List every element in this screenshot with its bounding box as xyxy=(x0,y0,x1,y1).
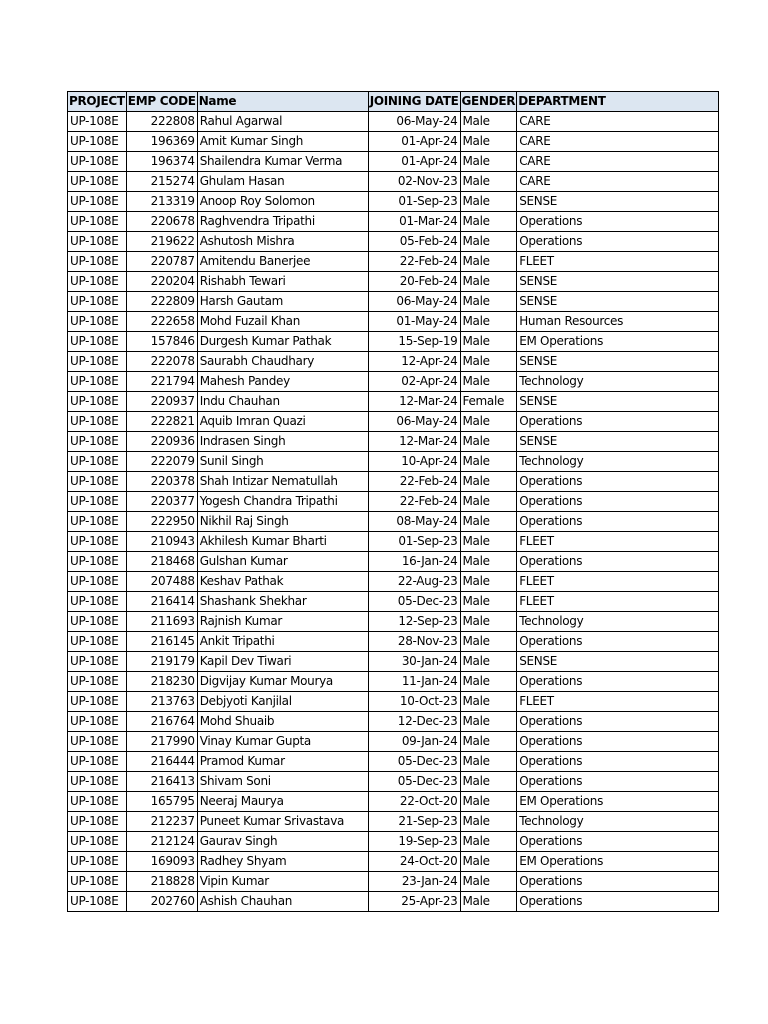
department-cell[interactable]: Technology xyxy=(517,812,719,832)
gender-cell[interactable]: Male xyxy=(460,192,517,212)
joining-date-cell[interactable]: 01-Sep-23 xyxy=(368,192,460,212)
project-cell[interactable]: UP-108E xyxy=(68,432,127,452)
project-cell[interactable]: UP-108E xyxy=(68,832,127,852)
gender-cell[interactable]: Male xyxy=(460,652,517,672)
table-row xyxy=(68,252,719,272)
header-row xyxy=(68,92,719,112)
project-cell[interactable]: UP-108E xyxy=(68,172,127,192)
gender-cell[interactable]: Male xyxy=(460,232,517,252)
name-cell[interactable]: Shah Intizar Nematullah xyxy=(197,472,368,492)
project-cell[interactable]: UP-108E xyxy=(68,772,127,792)
name-cell[interactable]: Keshav Pathak xyxy=(197,572,368,592)
project-cell[interactable]: UP-108E xyxy=(68,752,127,772)
joining-date-cell[interactable]: 05-Dec-23 xyxy=(368,592,460,612)
emp-code-cell[interactable]: 220936 xyxy=(126,432,197,452)
table-row xyxy=(68,632,719,652)
joining-date-cell[interactable]: 30-Jan-24 xyxy=(368,652,460,672)
emp-code-cell[interactable]: 157846 xyxy=(126,332,197,352)
joining-date-cell[interactable]: 02-Nov-23 xyxy=(368,172,460,192)
emp-code-cell[interactable]: 220678 xyxy=(126,212,197,232)
department-cell[interactable]: Operations xyxy=(517,492,719,512)
joining-date-cell[interactable]: 05-Feb-24 xyxy=(368,232,460,252)
emp-code-cell[interactable]: 216145 xyxy=(126,632,197,652)
table-row xyxy=(68,332,719,352)
name-cell[interactable]: Durgesh Kumar Pathak xyxy=(197,332,368,352)
gender-cell[interactable]: Male xyxy=(460,452,517,472)
department-cell[interactable]: FLEET xyxy=(517,692,719,712)
department-cell[interactable]: Operations xyxy=(517,712,719,732)
header-gender[interactable]: GENDER xyxy=(460,92,517,112)
emp-code-cell[interactable]: 218230 xyxy=(126,672,197,692)
gender-cell[interactable]: Male xyxy=(460,372,517,392)
table-row xyxy=(68,152,719,172)
table-row xyxy=(68,772,719,792)
project-cell[interactable]: UP-108E xyxy=(68,512,127,532)
joining-date-cell[interactable]: 12-Dec-23 xyxy=(368,712,460,732)
table-row xyxy=(68,812,719,832)
joining-date-cell[interactable]: 12-Mar-24 xyxy=(368,432,460,452)
gender-cell[interactable]: Male xyxy=(460,752,517,772)
project-cell[interactable]: UP-108E xyxy=(68,672,127,692)
gender-cell[interactable]: Male xyxy=(460,532,517,552)
joining-date-cell[interactable]: 10-Oct-23 xyxy=(368,692,460,712)
name-cell[interactable]: Radhey Shyam xyxy=(197,852,368,872)
header-joining-date[interactable]: JOINING DATE xyxy=(368,92,460,112)
name-cell[interactable]: Ashutosh Mishra xyxy=(197,232,368,252)
project-cell[interactable]: UP-108E xyxy=(68,352,127,372)
gender-cell[interactable]: Male xyxy=(460,772,517,792)
joining-date-cell[interactable]: 05-Dec-23 xyxy=(368,772,460,792)
joining-date-cell[interactable]: 20-Feb-24 xyxy=(368,272,460,292)
joining-date-cell[interactable]: 22-Oct-20 xyxy=(368,792,460,812)
emp-code-cell[interactable]: 218828 xyxy=(126,872,197,892)
employee-table xyxy=(67,91,719,912)
gender-cell[interactable]: Male xyxy=(460,472,517,492)
department-cell[interactable]: Technology xyxy=(517,452,719,472)
department-cell[interactable]: SENSE xyxy=(517,192,719,212)
name-cell[interactable]: Kapil Dev Tiwari xyxy=(197,652,368,672)
project-cell[interactable]: UP-108E xyxy=(68,292,127,312)
project-cell[interactable]: UP-108E xyxy=(68,692,127,712)
table-row xyxy=(68,752,719,772)
gender-cell[interactable]: Male xyxy=(460,892,517,912)
table-row xyxy=(68,532,719,552)
table-row xyxy=(68,652,719,672)
name-cell[interactable]: Raghvendra Tripathi xyxy=(197,212,368,232)
table-row xyxy=(68,392,719,412)
gender-cell[interactable]: Male xyxy=(460,252,517,272)
table-row xyxy=(68,172,719,192)
name-cell[interactable]: Vinay Kumar Gupta xyxy=(197,732,368,752)
table-row xyxy=(68,592,719,612)
emp-code-cell[interactable]: 222809 xyxy=(126,292,197,312)
joining-date-cell[interactable]: 06-May-24 xyxy=(368,412,460,432)
department-cell[interactable]: FLEET xyxy=(517,592,719,612)
name-cell[interactable]: Amit Kumar Singh xyxy=(197,132,368,152)
department-cell[interactable]: SENSE xyxy=(517,352,719,372)
gender-cell[interactable]: Male xyxy=(460,112,517,132)
joining-date-cell[interactable]: 19-Sep-23 xyxy=(368,832,460,852)
gender-cell[interactable]: Male xyxy=(460,692,517,712)
department-cell[interactable]: CARE xyxy=(517,112,719,132)
project-cell[interactable]: UP-108E xyxy=(68,272,127,292)
table-row xyxy=(68,432,719,452)
name-cell[interactable]: Harsh Gautam xyxy=(197,292,368,312)
joining-date-cell[interactable]: 01-Mar-24 xyxy=(368,212,460,232)
gender-cell[interactable]: Male xyxy=(460,172,517,192)
department-cell[interactable]: SENSE xyxy=(517,292,719,312)
project-cell[interactable]: UP-108E xyxy=(68,392,127,412)
table-header xyxy=(68,92,719,112)
emp-code-cell[interactable]: 220377 xyxy=(126,492,197,512)
project-cell[interactable]: UP-108E xyxy=(68,852,127,872)
joining-date-cell[interactable]: 01-Apr-24 xyxy=(368,152,460,172)
department-cell[interactable]: Operations xyxy=(517,752,719,772)
name-cell[interactable]: Puneet Kumar Srivastava xyxy=(197,812,368,832)
emp-code-cell[interactable]: 212237 xyxy=(126,812,197,832)
joining-date-cell[interactable]: 05-Dec-23 xyxy=(368,752,460,772)
table-row xyxy=(68,692,719,712)
emp-code-cell[interactable]: 207488 xyxy=(126,572,197,592)
table-row xyxy=(68,352,719,372)
table-row xyxy=(68,132,719,152)
joining-date-cell[interactable]: 02-Apr-24 xyxy=(368,372,460,392)
emp-code-cell[interactable]: 196369 xyxy=(126,132,197,152)
project-cell[interactable]: UP-108E xyxy=(68,732,127,752)
emp-code-cell[interactable]: 196374 xyxy=(126,152,197,172)
department-cell[interactable]: SENSE xyxy=(517,432,719,452)
emp-code-cell[interactable]: 212124 xyxy=(126,832,197,852)
emp-code-cell[interactable]: 219179 xyxy=(126,652,197,672)
department-cell[interactable]: EM Operations xyxy=(517,852,719,872)
name-cell[interactable]: Debjyoti Kanjilal xyxy=(197,692,368,712)
project-cell[interactable]: UP-108E xyxy=(68,132,127,152)
name-cell[interactable]: Aquib Imran Quazi xyxy=(197,412,368,432)
joining-date-cell[interactable]: 06-May-24 xyxy=(368,112,460,132)
project-cell[interactable]: UP-108E xyxy=(68,212,127,232)
department-cell[interactable]: Operations xyxy=(517,732,719,752)
table-row xyxy=(68,552,719,572)
table-row xyxy=(68,112,719,132)
name-cell[interactable]: Nikhil Raj Singh xyxy=(197,512,368,532)
table-body xyxy=(68,112,719,912)
department-cell[interactable]: CARE xyxy=(517,152,719,172)
table-row xyxy=(68,612,719,632)
joining-date-cell[interactable]: 12-Mar-24 xyxy=(368,392,460,412)
name-cell[interactable]: Vipin Kumar xyxy=(197,872,368,892)
emp-code-cell[interactable]: 222658 xyxy=(126,312,197,332)
table-row xyxy=(68,312,719,332)
department-cell[interactable]: Operations xyxy=(517,832,719,852)
gender-cell[interactable]: Male xyxy=(460,632,517,652)
name-cell[interactable]: Pramod Kumar xyxy=(197,752,368,772)
gender-cell[interactable]: Male xyxy=(460,832,517,852)
header-name[interactable]: Name xyxy=(197,92,368,112)
project-cell[interactable]: UP-108E xyxy=(68,492,127,512)
table-row xyxy=(68,272,719,292)
gender-cell[interactable]: Male xyxy=(460,812,517,832)
project-cell[interactable]: UP-108E xyxy=(68,612,127,632)
gender-cell[interactable]: Male xyxy=(460,292,517,312)
table-row xyxy=(68,212,719,232)
department-cell[interactable]: EM Operations xyxy=(517,332,719,352)
gender-cell[interactable]: Male xyxy=(460,272,517,292)
gender-cell[interactable]: Male xyxy=(460,412,517,432)
department-cell[interactable]: Operations xyxy=(517,632,719,652)
joining-date-cell[interactable]: 01-May-24 xyxy=(368,312,460,332)
project-cell[interactable]: UP-108E xyxy=(68,152,127,172)
joining-date-cell[interactable]: 12-Sep-23 xyxy=(368,612,460,632)
project-cell[interactable]: UP-108E xyxy=(68,792,127,812)
department-cell[interactable]: Operations xyxy=(517,512,719,532)
name-cell[interactable]: Ankit Tripathi xyxy=(197,632,368,652)
department-cell[interactable]: SENSE xyxy=(517,652,719,672)
name-cell[interactable]: Mahesh Pandey xyxy=(197,372,368,392)
joining-date-cell[interactable]: 12-Apr-24 xyxy=(368,352,460,372)
department-cell[interactable]: SENSE xyxy=(517,272,719,292)
emp-code-cell[interactable]: 222821 xyxy=(126,412,197,432)
emp-code-cell[interactable]: 220937 xyxy=(126,392,197,412)
project-cell[interactable]: UP-108E xyxy=(68,332,127,352)
emp-code-cell[interactable]: 216414 xyxy=(126,592,197,612)
name-cell[interactable]: Shailendra Kumar Verma xyxy=(197,152,368,172)
emp-code-cell[interactable]: 222950 xyxy=(126,512,197,532)
table-row xyxy=(68,892,719,912)
emp-code-cell[interactable]: 169093 xyxy=(126,852,197,872)
emp-code-cell[interactable]: 220204 xyxy=(126,272,197,292)
joining-date-cell[interactable]: 16-Jan-24 xyxy=(368,552,460,572)
name-cell[interactable]: Saurabh Chaudhary xyxy=(197,352,368,372)
department-cell[interactable]: CARE xyxy=(517,172,719,192)
project-cell[interactable]: UP-108E xyxy=(68,872,127,892)
emp-code-cell[interactable]: 216444 xyxy=(126,752,197,772)
emp-code-cell[interactable]: 211693 xyxy=(126,612,197,632)
name-cell[interactable]: Neeraj Maurya xyxy=(197,792,368,812)
project-cell[interactable]: UP-108E xyxy=(68,112,127,132)
emp-code-cell[interactable]: 221794 xyxy=(126,372,197,392)
joining-date-cell[interactable]: 10-Apr-24 xyxy=(368,452,460,472)
name-cell[interactable]: Shivam Soni xyxy=(197,772,368,792)
name-cell[interactable]: Amitendu Banerjee xyxy=(197,252,368,272)
emp-code-cell[interactable]: 216764 xyxy=(126,712,197,732)
table-row xyxy=(68,512,719,532)
emp-code-cell[interactable]: 202760 xyxy=(126,892,197,912)
table-row xyxy=(68,572,719,592)
joining-date-cell[interactable]: 01-Sep-23 xyxy=(368,532,460,552)
name-cell[interactable]: Indu Chauhan xyxy=(197,392,368,412)
table-row xyxy=(68,472,719,492)
joining-date-cell[interactable]: 15-Sep-19 xyxy=(368,332,460,352)
project-cell[interactable]: UP-108E xyxy=(68,712,127,732)
gender-cell[interactable]: Male xyxy=(460,212,517,232)
department-cell[interactable]: Operations xyxy=(517,472,719,492)
joining-date-cell[interactable]: 23-Jan-24 xyxy=(368,872,460,892)
gender-cell[interactable]: Female xyxy=(460,392,517,412)
gender-cell[interactable]: Male xyxy=(460,732,517,752)
gender-cell[interactable]: Male xyxy=(460,152,517,172)
gender-cell[interactable]: Male xyxy=(460,612,517,632)
table-row xyxy=(68,492,719,512)
header-department[interactable]: DEPARTMENT xyxy=(517,92,719,112)
emp-code-cell[interactable]: 216413 xyxy=(126,772,197,792)
name-cell[interactable]: Rishabh Tewari xyxy=(197,272,368,292)
gender-cell[interactable]: Male xyxy=(460,592,517,612)
project-cell[interactable]: UP-108E xyxy=(68,892,127,912)
table-row xyxy=(68,832,719,852)
emp-code-cell[interactable]: 165795 xyxy=(126,792,197,812)
department-cell[interactable]: Operations xyxy=(517,892,719,912)
emp-code-cell[interactable]: 217990 xyxy=(126,732,197,752)
department-cell[interactable]: FLEET xyxy=(517,532,719,552)
table-row xyxy=(68,372,719,392)
name-cell[interactable]: Anoop Roy Solomon xyxy=(197,192,368,212)
joining-date-cell[interactable]: 22-Aug-23 xyxy=(368,572,460,592)
gender-cell[interactable]: Male xyxy=(460,872,517,892)
project-cell[interactable]: UP-108E xyxy=(68,652,127,672)
emp-code-cell[interactable]: 215274 xyxy=(126,172,197,192)
table-row xyxy=(68,792,719,812)
emp-code-cell[interactable]: 222079 xyxy=(126,452,197,472)
joining-date-cell[interactable]: 24-Oct-20 xyxy=(368,852,460,872)
table-row xyxy=(68,852,719,872)
project-cell[interactable]: UP-108E xyxy=(68,372,127,392)
joining-date-cell[interactable]: 01-Apr-24 xyxy=(368,132,460,152)
table-row xyxy=(68,712,719,732)
department-cell[interactable]: Operations xyxy=(517,872,719,892)
department-cell[interactable]: Operations xyxy=(517,232,719,252)
joining-date-cell[interactable]: 22-Feb-24 xyxy=(368,252,460,272)
table-row xyxy=(68,412,719,432)
gender-cell[interactable]: Male xyxy=(460,132,517,152)
name-cell[interactable]: Rajnish Kumar xyxy=(197,612,368,632)
department-cell[interactable]: Operations xyxy=(517,552,719,572)
table-row xyxy=(68,672,719,692)
gender-cell[interactable]: Male xyxy=(460,792,517,812)
project-cell[interactable]: UP-108E xyxy=(68,532,127,552)
header-project[interactable]: PROJECT xyxy=(68,92,127,112)
department-cell[interactable]: Operations xyxy=(517,212,719,232)
gender-cell[interactable]: Male xyxy=(460,332,517,352)
project-cell[interactable]: UP-108E xyxy=(68,552,127,572)
name-cell[interactable]: Sunil Singh xyxy=(197,452,368,472)
name-cell[interactable]: Rahul Agarwal xyxy=(197,112,368,132)
project-cell[interactable]: UP-108E xyxy=(68,472,127,492)
project-cell[interactable]: UP-108E xyxy=(68,452,127,472)
project-cell[interactable]: UP-108E xyxy=(68,572,127,592)
gender-cell[interactable]: Male xyxy=(460,672,517,692)
gender-cell[interactable]: Male xyxy=(460,572,517,592)
name-cell[interactable]: Shashank Shekhar xyxy=(197,592,368,612)
table-row xyxy=(68,732,719,752)
department-cell[interactable]: Human Resources xyxy=(517,312,719,332)
project-cell[interactable]: UP-108E xyxy=(68,312,127,332)
gender-cell[interactable]: Male xyxy=(460,852,517,872)
table-row xyxy=(68,232,719,252)
project-cell[interactable]: UP-108E xyxy=(68,412,127,432)
department-cell[interactable]: Technology xyxy=(517,612,719,632)
joining-date-cell[interactable]: 21-Sep-23 xyxy=(368,812,460,832)
joining-date-cell[interactable]: 08-May-24 xyxy=(368,512,460,532)
joining-date-cell[interactable]: 28-Nov-23 xyxy=(368,632,460,652)
gender-cell[interactable]: Male xyxy=(460,492,517,512)
department-cell[interactable]: FLEET xyxy=(517,252,719,272)
department-cell[interactable]: SENSE xyxy=(517,392,719,412)
emp-code-cell[interactable]: 213763 xyxy=(126,692,197,712)
name-cell[interactable]: Gaurav Singh xyxy=(197,832,368,852)
name-cell[interactable]: Akhilesh Kumar Bharti xyxy=(197,532,368,552)
project-cell[interactable]: UP-108E xyxy=(68,812,127,832)
emp-code-cell[interactable]: 220378 xyxy=(126,472,197,492)
gender-cell[interactable]: Male xyxy=(460,352,517,372)
department-cell[interactable]: Operations xyxy=(517,672,719,692)
project-cell[interactable]: UP-108E xyxy=(68,192,127,212)
name-cell[interactable]: Indrasen Singh xyxy=(197,432,368,452)
emp-code-cell[interactable]: 219622 xyxy=(126,232,197,252)
joining-date-cell[interactable]: 25-Apr-23 xyxy=(368,892,460,912)
emp-code-cell[interactable]: 218468 xyxy=(126,552,197,572)
gender-cell[interactable]: Male xyxy=(460,712,517,732)
project-cell[interactable]: UP-108E xyxy=(68,232,127,252)
name-cell[interactable]: Digvijay Kumar Mourya xyxy=(197,672,368,692)
joining-date-cell[interactable]: 11-Jan-24 xyxy=(368,672,460,692)
name-cell[interactable]: Ashish Chauhan xyxy=(197,892,368,912)
gender-cell[interactable]: Male xyxy=(460,512,517,532)
name-cell[interactable]: Ghulam Hasan xyxy=(197,172,368,192)
table-row xyxy=(68,192,719,212)
project-cell[interactable]: UP-108E xyxy=(68,592,127,612)
gender-cell[interactable]: Male xyxy=(460,312,517,332)
department-cell[interactable]: Operations xyxy=(517,412,719,432)
department-cell[interactable]: CARE xyxy=(517,132,719,152)
joining-date-cell[interactable]: 22-Feb-24 xyxy=(368,492,460,512)
project-cell[interactable]: UP-108E xyxy=(68,252,127,272)
joining-date-cell[interactable]: 09-Jan-24 xyxy=(368,732,460,752)
department-cell[interactable]: EM Operations xyxy=(517,792,719,812)
joining-date-cell[interactable]: 22-Feb-24 xyxy=(368,472,460,492)
name-cell[interactable]: Mohd Shuaib xyxy=(197,712,368,732)
gender-cell[interactable]: Male xyxy=(460,552,517,572)
joining-date-cell[interactable]: 06-May-24 xyxy=(368,292,460,312)
emp-code-cell[interactable]: 222078 xyxy=(126,352,197,372)
department-cell[interactable]: Technology xyxy=(517,372,719,392)
department-cell[interactable]: Operations xyxy=(517,772,719,792)
table-row xyxy=(68,452,719,472)
name-cell[interactable]: Yogesh Chandra Tripathi xyxy=(197,492,368,512)
emp-code-cell[interactable]: 220787 xyxy=(126,252,197,272)
department-cell[interactable]: FLEET xyxy=(517,572,719,592)
table-row xyxy=(68,292,719,312)
emp-code-cell[interactable]: 210943 xyxy=(126,532,197,552)
name-cell[interactable]: Gulshan Kumar xyxy=(197,552,368,572)
header-emp-code[interactable]: EMP CODE xyxy=(126,92,197,112)
project-cell[interactable]: UP-108E xyxy=(68,632,127,652)
gender-cell[interactable]: Male xyxy=(460,432,517,452)
emp-code-cell[interactable]: 222808 xyxy=(126,112,197,132)
table-row xyxy=(68,872,719,892)
name-cell[interactable]: Mohd Fuzail Khan xyxy=(197,312,368,332)
emp-code-cell[interactable]: 213319 xyxy=(126,192,197,212)
